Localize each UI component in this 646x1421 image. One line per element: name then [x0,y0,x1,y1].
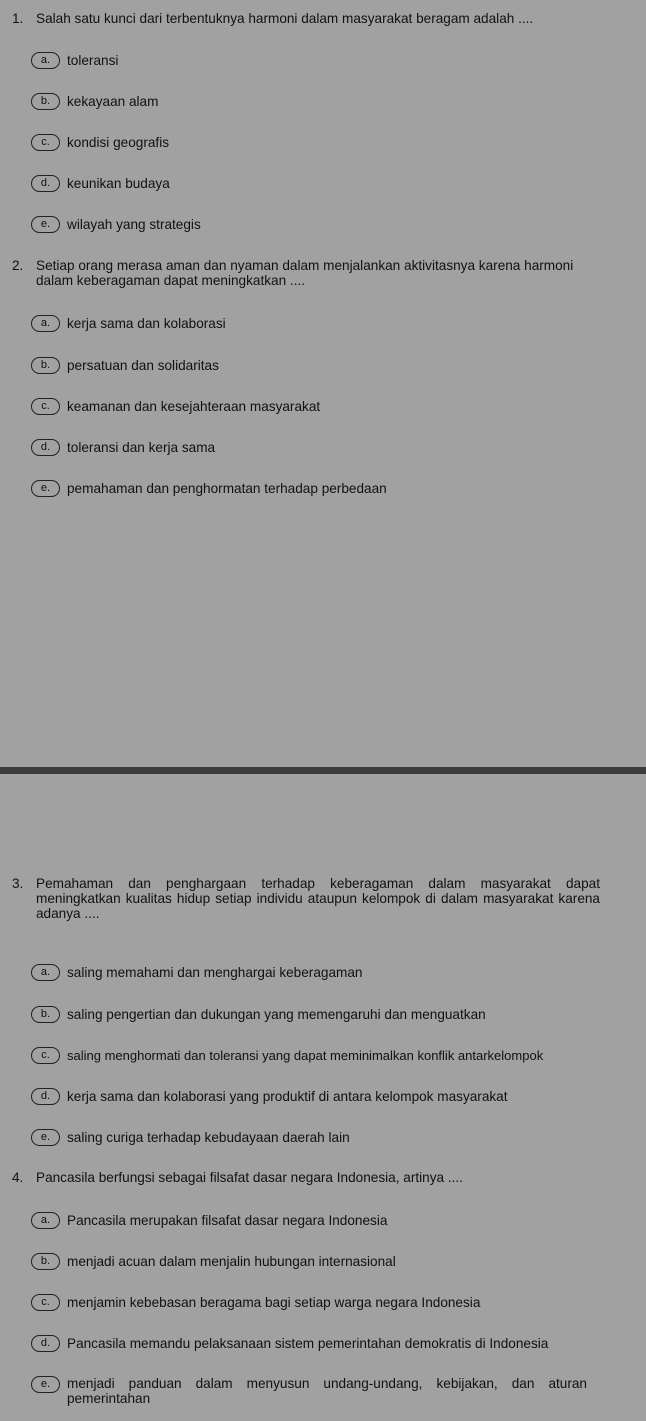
option-letter: c. [31,398,60,415]
option-letter: b. [31,357,60,374]
question-number: 1. [12,11,24,26]
option-letter: d. [31,175,60,192]
option-d[interactable] [31,1086,508,1106]
question-stem [12,1170,600,1185]
option-d[interactable] [31,173,170,193]
option-letter: e. [31,1129,60,1146]
question-stem [12,258,600,288]
option-letter: b. [31,1006,60,1023]
option-a[interactable] [31,50,118,70]
option-b[interactable] [31,1004,486,1024]
option-letter: c. [31,1047,60,1064]
option-text: Pancasila memandu pelaksanaan sistem pemerintahan demokratis di Indonesia [67,1335,549,1351]
option-letter: d. [31,1088,60,1105]
option-text: keunikan budaya [67,175,170,191]
option-letter: a. [31,964,60,981]
option-text: kondisi geografis [67,134,170,150]
option-text: menjadi acuan dalam menjalin hubungan internasional [67,1253,396,1269]
option-e[interactable] [31,478,387,498]
option-e[interactable] [31,1374,67,1394]
question-number: 4. [12,1170,24,1185]
option-text: menjamin kebebasan beragama bagi setiap warga negara Indonesia [67,1294,481,1310]
option-e[interactable] [31,1127,350,1147]
option-text: saling menghormati dan toleransi yang dapat meminimalkan konflik antarkelompok [67,1047,544,1063]
question-text: Pancasila berfungsi sebagai filsafat dasar negara Indonesia, artinya .... [36,1170,463,1185]
option-b[interactable] [31,91,158,111]
option-letter: a. [31,52,60,69]
page-divider [0,767,646,774]
option-a[interactable] [31,1210,387,1230]
option-text: Pancasila merupakan filsafat dasar negara Indonesia [67,1212,388,1228]
option-letter: a. [31,1212,60,1229]
option-text: keamanan dan kesejahteraan masyarakat [67,398,321,414]
option-text: persatuan dan solidaritas [67,357,219,373]
option-text: menjadi panduan dalam menyusun undang-undang, kebijakan, dan aturan pemerintahan [67,1376,587,1406]
option-d[interactable] [31,1333,548,1353]
option-text: kekayaan alam [67,93,159,109]
option-letter: d. [31,439,60,456]
option-letter: c. [31,134,60,151]
option-letter: b. [31,93,60,110]
option-letter: c. [31,1294,60,1311]
question-number: 3. [12,876,24,891]
option-text: kerja sama dan kolaborasi yang produktif di antara kelompok masyarakat [67,1088,508,1104]
option-text: pemahaman dan penghormatan terhadap perbedaan [67,480,387,496]
option-a[interactable] [31,962,362,982]
option-letter: d. [31,1335,60,1352]
option-letter: e. [31,216,60,233]
option-c[interactable] [31,132,169,152]
question-text: Pemahaman dan penghargaan terhadap keberagaman dalam masyarakat dapat meningkatkan kualitas hidup setiap individu ataupun kelompok di dalam masyarakat karena adanya .... [36,876,600,921]
option-a[interactable] [31,313,226,333]
question-number: 2. [12,258,24,273]
option-text: toleransi [67,52,119,68]
option-text: saling pengertian dan dukungan yang memengaruhi dan menguatkan [67,1006,486,1022]
option-b[interactable] [31,355,219,375]
option-letter: e. [31,1376,60,1393]
option-text: wilayah yang strategis [67,216,201,232]
question-stem [12,11,600,26]
question-text: Setiap orang merasa aman dan nyaman dalam menjalankan aktivitasnya karena harmoni dalam keberagaman dapat meningkatkan .... [36,258,574,288]
option-e[interactable] [31,214,201,234]
option-c[interactable] [31,396,320,416]
option-d[interactable] [31,437,215,457]
option-letter: a. [31,315,60,332]
option-text: saling curiga terhadap kebudayaan daerah lain [67,1129,350,1145]
question-stem [12,876,600,921]
option-text: toleransi dan kerja sama [67,439,216,455]
option-b[interactable] [31,1251,396,1271]
option-c[interactable] [31,1045,543,1065]
option-letter: e. [31,480,60,497]
option-letter: b. [31,1253,60,1270]
question-text: Salah satu kunci dari terbentuknya harmoni dalam masyarakat beragam adalah .... [36,11,534,26]
option-c[interactable] [31,1292,480,1312]
option-text: saling memahami dan menghargai keberagaman [67,964,363,980]
option-text: kerja sama dan kolaborasi [67,315,226,331]
